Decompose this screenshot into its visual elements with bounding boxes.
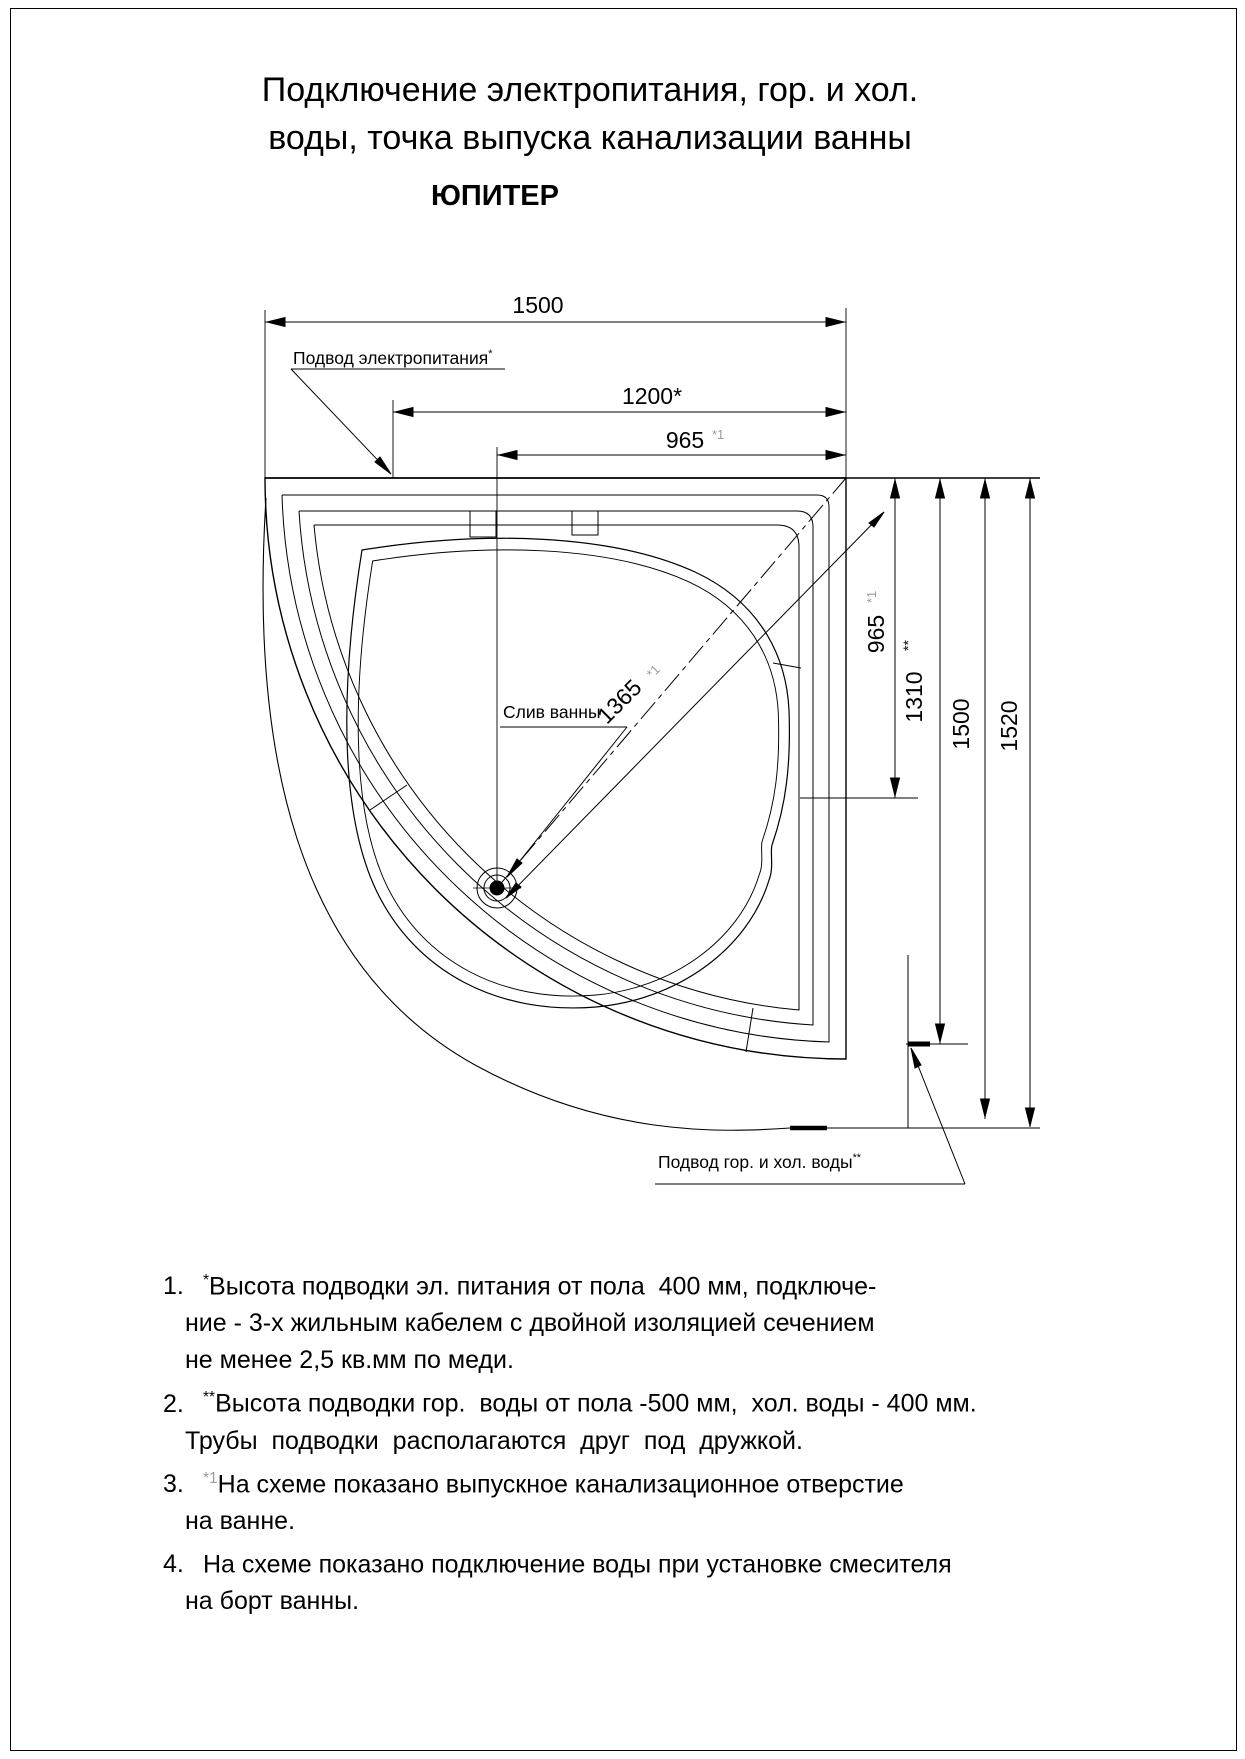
note-3-text: на ванне. [185, 1506, 296, 1535]
rim-joint-tick-left [370, 785, 407, 810]
water-leader [911, 1048, 965, 1184]
note-4-number: 4. [163, 1550, 184, 1579]
model-name: ЮПИТЕР [431, 180, 559, 212]
drain-leader-arrow [507, 859, 522, 877]
drain-leader [507, 727, 627, 877]
headrest-tab-left [470, 511, 496, 537]
power-supply-label [293, 348, 492, 369]
bath-bowl-inner-contour [358, 550, 778, 996]
drain-label [503, 702, 601, 723]
note-3-text: На схеме показано выпускное канализационное отверстие [217, 1469, 904, 1498]
dim-1310-right-text: 1310 [901, 671, 927, 723]
note-4-text: на борт ванны. [185, 1587, 360, 1616]
note-3-number: 3. [163, 1469, 184, 1498]
dim-1365-diagonal-sup: *1 [643, 661, 663, 682]
bath-rim-contour-2 [282, 495, 829, 1042]
dim-1500-right-text: 1500 [948, 698, 974, 750]
note-3-marker: *1 [203, 1469, 218, 1487]
dim-1500-top-text: 1500 [512, 292, 564, 318]
note-4 [163, 1540, 1123, 1620]
rim-joint-tick-bottom [746, 1008, 753, 1052]
dim-1365-diagonal-text: 1365 [592, 674, 647, 729]
bath-rim-contour-3 [299, 511, 813, 1025]
note-2 [163, 1379, 1123, 1459]
water-leader-arrow [911, 1048, 921, 1068]
note-1-text: Высота подводки эл. питания от пола 400 мм, подключе- [209, 1272, 877, 1301]
note-1-marker: * [203, 1272, 210, 1289]
dim-1310-right-sup: ** [900, 640, 916, 651]
note-1 [163, 1262, 1123, 1379]
power-leader-arrow [375, 457, 391, 474]
power-supply-label-sup: * [488, 348, 493, 361]
power-supply-label-text: Подвод электропитания [293, 348, 489, 368]
bath-outline [263, 478, 1040, 1130]
note-4-text: На схеме показано подключение воды при установке смесителя [203, 1550, 952, 1579]
headrest-tab-right [572, 511, 598, 535]
bath-outer-contour [265, 478, 846, 1059]
title-line1: Подключение электропитания, гор. и хол. [261, 71, 919, 109]
bowl-joint-tick-right [773, 663, 801, 668]
bath-rim-contour-4 [314, 525, 799, 1010]
notes-list [163, 1262, 1123, 1620]
dim-965-top-sup: *1 [712, 427, 725, 442]
dimension-texts [512, 292, 1022, 752]
note-2-marker: ** [203, 1389, 216, 1407]
water-supply-label-sup: ** [852, 1152, 862, 1165]
dim-965-right-sup: *1 [864, 590, 879, 603]
title-line2: воды, точка выпуска канализации ванны [268, 119, 912, 157]
bath-skirt-contour [263, 498, 790, 1130]
note-2-number: 2. [163, 1389, 184, 1418]
note-1-text: ние - 3-х жильным кабелем с двойной изоляцией сечением [185, 1309, 875, 1338]
water-supply-label-text: Подвод гор. и хол. воды [658, 1152, 853, 1172]
note-1-text: не менее 2,5 кв.мм по меди. [185, 1346, 514, 1375]
water-supply-label [658, 1152, 861, 1173]
power-leader [291, 369, 391, 474]
dim-1200-top-text: 1200* [621, 383, 683, 409]
note-2-text: Высота подводки гор. воды от пола -500 мм, хол. воды - 400 мм. [215, 1389, 977, 1418]
dim-965-top-text: 965 [665, 427, 705, 453]
drain-label-text: Слив ванны [503, 702, 601, 722]
bath-bowl-contour [347, 538, 790, 1008]
note-1-number: 1. [163, 1272, 184, 1301]
leader-lines [291, 369, 965, 1184]
dim-965-right-text: 965 [863, 614, 889, 654]
note-2-text: Трубы подводки располагаются друг под дружкой. [185, 1426, 803, 1455]
dim-1520-right-text: 1520 [996, 700, 1022, 752]
note-3 [163, 1460, 1123, 1540]
